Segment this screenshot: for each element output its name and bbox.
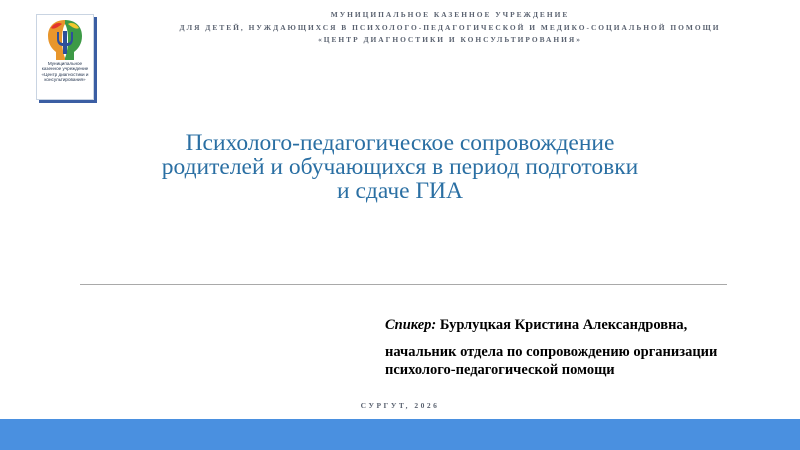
header-line-2: ДЛЯ ДЕТЕЙ, НУЖДАЮЩИХСЯ В ПСИХОЛОГО-ПЕДАГОГИЧЕСКОЙ И МЕДИКО-СОЦИАЛЬНОЙ ПОМОЩИ <box>179 22 721 32</box>
organization-header <box>100 9 800 47</box>
speaker-block <box>385 316 797 379</box>
header-line-3: «ЦЕНТР ДИАГНОСТИКИ И КОНСУЛЬТИРОВАНИЯ» <box>318 35 582 44</box>
footer-bar <box>0 419 800 450</box>
title-line-3: и сдаче ГИА <box>337 178 463 204</box>
organization-logo <box>36 14 94 100</box>
speaker-name: Бурлуцкая Кристина Александровна, <box>439 317 688 333</box>
two-faces-psi-logo-icon <box>42 18 88 62</box>
city-year: СУРГУТ, 2026 <box>360 401 440 410</box>
speaker-position-line-1: начальник отдела по сопровождению организации <box>385 344 718 360</box>
title-line-2: родителей и обучающихся в период подготовки <box>161 154 639 180</box>
title-line-1: Психолого-педагогическое сопровождение <box>185 130 615 156</box>
speaker-position-line-2: психолого-педагогической помощи <box>385 362 615 378</box>
logo-caption: Муниципальное казенное учреждение «Центр диагностики и консультирования» <box>41 61 89 82</box>
horizontal-divider <box>80 284 727 285</box>
speaker-label: Спикер: <box>385 317 437 333</box>
speaker-line <box>385 316 797 334</box>
header-line-1: МУНИЦИПАЛЬНОЕ КАЗЕННОЕ УЧРЕЖДЕНИЕ <box>330 10 570 19</box>
presentation-title <box>60 131 740 203</box>
